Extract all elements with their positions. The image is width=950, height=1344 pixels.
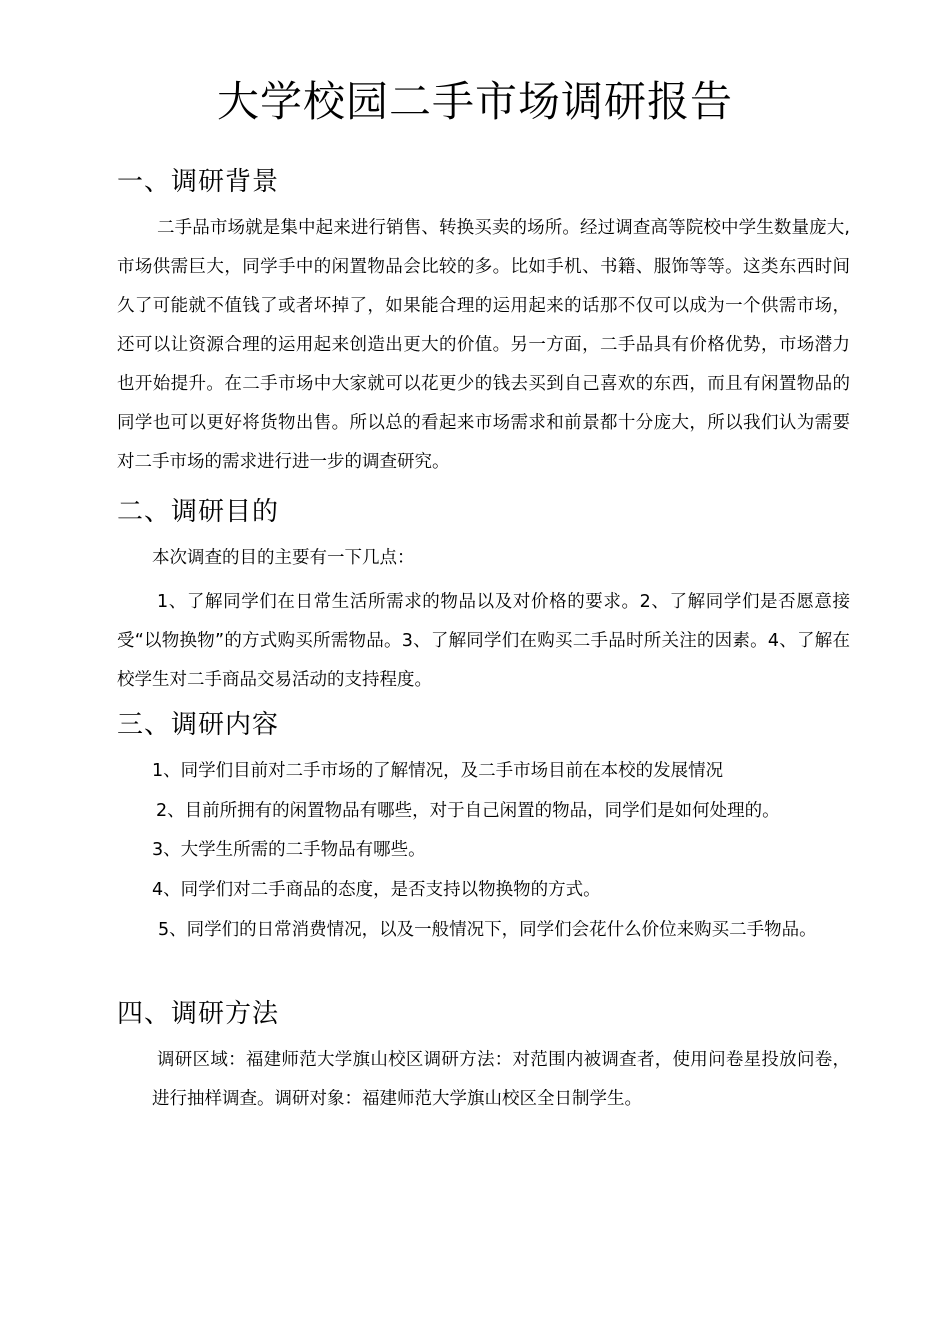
report-title: 大学校园二手市场调研报告	[216, 77, 733, 126]
purpose-intro: 本次调查的目的主要有一下几点：	[152, 548, 415, 568]
content-item-3: 3、大学生所需的二手物品有哪些。	[152, 840, 426, 860]
method-paragraph: 调研区域：福建师范大学旗山校区调研方法：对范围内被调查者，使用问卷星投放问卷，进行抽样调查。调研对象：福建师范大学旗山校区全日制学生。	[152, 1050, 850, 1109]
purpose-paragraph: 1、了解同学们在日常生活所需求的物品以及对价格的要求。2、了解同学们是否愿意接受“以物换物”的方式购买所需物品。3、了解同学们在购买二手品时所关注的因素。4、了解在校学生对二手商品交易活动的支持程度。	[117, 592, 850, 690]
section-heading-method: 四、调研方法	[117, 999, 280, 1029]
content-item-5: 5、同学们的日常消费情况，以及一般情况下，同学们会花什么价位来购买二手物品。	[158, 920, 817, 940]
section-heading-purpose: 二、调研目的	[117, 497, 280, 527]
content-item-1: 1、同学们目前对二手市场的了解情况，及二手市场目前在本校的发展情况	[152, 761, 724, 781]
background-paragraph: 二手品市场就是集中起来进行销售、转换买卖的场所。经过调查高等院校中学生数量庞大, 市场供需巨大，同学手中的闲置物品会比较的多。比如手机、书籍、服饰等等。这类东西时间久了可能就不值钱了或者坏掉了，如果能合理的运用起来的话那不仅可以成为一个供需市场，还可以让资源合理的运用起来创造出更大的价值。另一方面，二手品具有价格优势，市场潜力也开始提升。在二手市场中大家就可以花更少的钱去买到自己喜欢的东西，而且有闲置物品的同学也可以更好将货物出售。所以总的看起来市场需求和前景都十分庞大，所以我们认为需要对二手市场的需求进行进一步的调查研究。	[117, 218, 850, 472]
content-item-4: 4、同学们对二手商品的态度，是否支持以物换物的方式。	[152, 880, 601, 900]
section-heading-background: 一、调研背景	[117, 167, 280, 197]
section-heading-content: 三、调研内容	[117, 710, 280, 740]
content-item-2: 2、目前所拥有的闲置物品有哪些，对于自己闲置的物品，同学们是如何处理的。	[156, 801, 780, 821]
